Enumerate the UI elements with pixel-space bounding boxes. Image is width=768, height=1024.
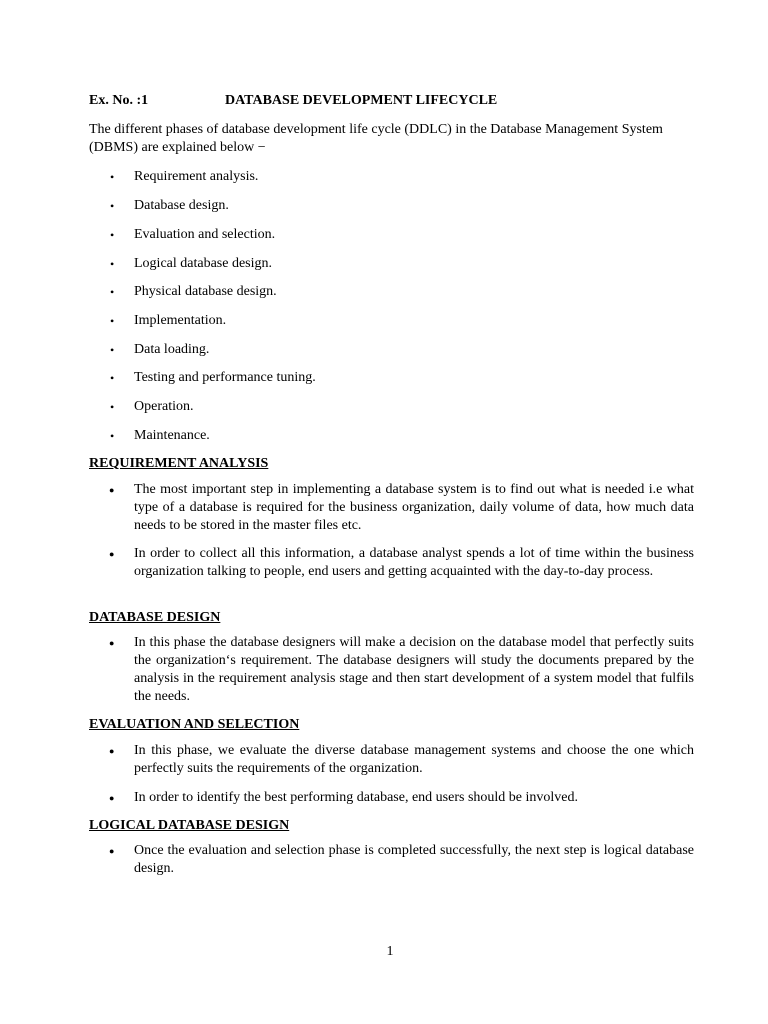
section-paragraph: ● In this phase, we evaluate the diverse database management systems and choose the one which perfectly suits the requirements of the organization. <box>134 742 694 778</box>
phase-item: • Physical database design. <box>134 283 277 301</box>
phase-item: • Testing and performance tuning. <box>134 369 316 387</box>
exercise-header <box>89 92 497 110</box>
phase-item: • Operation. <box>134 398 193 416</box>
phase-item: • Data loading. <box>134 341 209 359</box>
section-paragraph: ● In this phase the database designers will make a decision on the database model that perfectly suits the organization‘s requirement. The database designers will study the documents prepared by the analysis in the requirement analysis stage and then start development of a system model that fulfils the needs. <box>134 634 694 706</box>
section-paragraph: ● The most important step in implementing a database system is to find out what is needed i.e what type of a database is required for the business organization, daily volume of data, how much data needs to be stored in the master files etc. <box>134 481 694 535</box>
section-paragraph: ● In order to identify the best performing database, end users should be involved. <box>134 789 694 807</box>
section-paragraph: ● Once the evaluation and selection phase is completed successfully, the next step is logical database design. <box>134 842 694 878</box>
section-heading-database-design: DATABASE DESIGN <box>89 610 221 625</box>
phase-item: • Requirement analysis. <box>134 168 258 186</box>
phase-item: • Implementation. <box>134 312 226 330</box>
phase-item: • Evaluation and selection. <box>134 226 275 244</box>
phase-item: • Database design. <box>134 197 229 215</box>
phase-item: • Maintenance. <box>134 427 210 445</box>
document-title: DATABASE DEVELOPMENT LIFECYCLE <box>225 93 498 108</box>
page-number: 1 <box>386 944 394 959</box>
phase-item: • Logical database design. <box>134 255 272 273</box>
section-heading-evaluation-and-selection: EVALUATION AND SELECTION <box>89 717 300 732</box>
exercise-number: Ex. No. :1 <box>89 93 149 108</box>
intro-paragraph: The different phases of database development life cycle (DDLC) in the Database Management System (DBMS) are explained below − <box>89 122 663 155</box>
section-heading-requirement-analysis: REQUIREMENT ANALYSIS <box>89 456 269 471</box>
section-paragraph: ● In order to collect all this information, a database analyst spends a lot of time within the business organization talking to people, end users and getting acquainted with the day-to-day process. <box>134 545 694 581</box>
section-heading-logical-database-design: LOGICAL DATABASE DESIGN <box>89 818 290 833</box>
